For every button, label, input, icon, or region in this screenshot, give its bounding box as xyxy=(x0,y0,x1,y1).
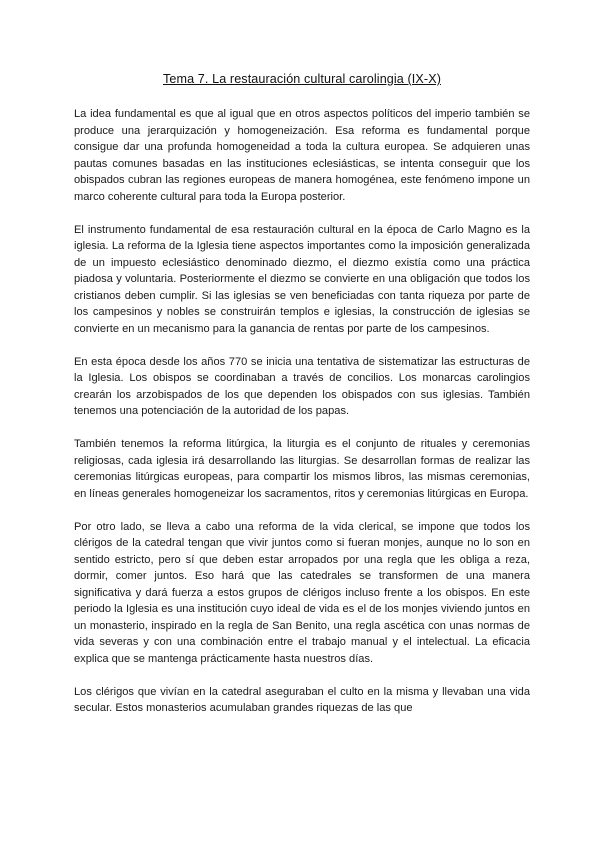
document-body xyxy=(74,72,530,733)
paragraph-6: Los clérigos que vivían en la catedral aseguraban el culto en la misma y llevaban una vida secular. Estos monasterios acumulaban grandes riquezas de las que xyxy=(74,685,530,714)
paragraph-4: También tenemos la reforma litúrgica, la liturgia es el conjunto de rituales y ceremonias religiosas, cada iglesia irá desarrollando las liturgias. Se desarrollan formas de realizar las ceremonias litúrgicas europeas, para compartir los mismos libros, las mismas ceremonias, en líneas generales homogeneizar los sacramentos, ritos y ceremonias litúrgicas en Europa. xyxy=(74,438,530,500)
paragraph-2: El instrumento fundamental de esa restauración cultural en la época de Carlo Magno es la iglesia. La reforma de la Iglesia tiene aspectos importantes como la imposición generalizada de un impuesto eclesiástico denominado diezmo, el diezmo existía como una práctica piadosa y voluntaria. Posteriormente el diezmo se convierte en una obligación que todos los cristianos deben cumplir. Si las iglesias se ven beneficiadas con tanta riqueza por parte de los campesinos y nobles se construirán templos e iglesias, la construcción de iglesias se convierte en un mecanismo para la ganancia de rentas por parte de los campesinos. xyxy=(74,223,530,335)
paragraph-3: En esta época desde los años 770 se inicia una tentativa de sistematizar las estructuras de la Iglesia. Los obispos se coordinaban a través de concilios. Los monarcas carolingios crearán los arzobispados de los que dependen los obispados con sus iglesias. También tenemos una potenciación de la autoridad de los papas. xyxy=(74,355,530,417)
paragraph-5: Por otro lado, se lleva a cabo una reforma de la vida clerical, se impone que todos los clérigos de la catedral tengan que vivir juntos como si fueran monjes, aunque no lo son en sentido estricto, pero sí que deben estar arropados por una regla que les obliga a reza, dormir, comer juntos. Eso hará que las catedrales se transformen de una manera significativa y dará fuerza a estos grupos de clérigos incluso frente a los obispos. En este periodo la Iglesia es una institución cuyo ideal de vida es el de los monjes viviendo juntos en un monasterio, inspirado en la regla de San Benito, una regla ascética con unas normas de vida severas y con una combinación entre el trabajo manual y el intelectual. La eficacia explica que se mantenga prácticamente hasta nuestros días. xyxy=(74,520,530,665)
paragraph-1: La idea fundamental es que al igual que en otros aspectos políticos del imperio también se produce una jerarquización y homogeneización. Esa reforma es fundamental porque consigue dar una profunda homogeneidad a toda la cultura europea. Se adquieren unas pautas comunes basadas en las instituciones eclesiásticas, se intenta conseguir que los obispados cubran las regiones europeas de manera homogénea, este fenómeno impone un marco coherente cultural para toda la Europa posterior. xyxy=(74,108,530,203)
page-title: Tema 7. La restauración cultural carolingia (IX-X) xyxy=(163,72,441,86)
